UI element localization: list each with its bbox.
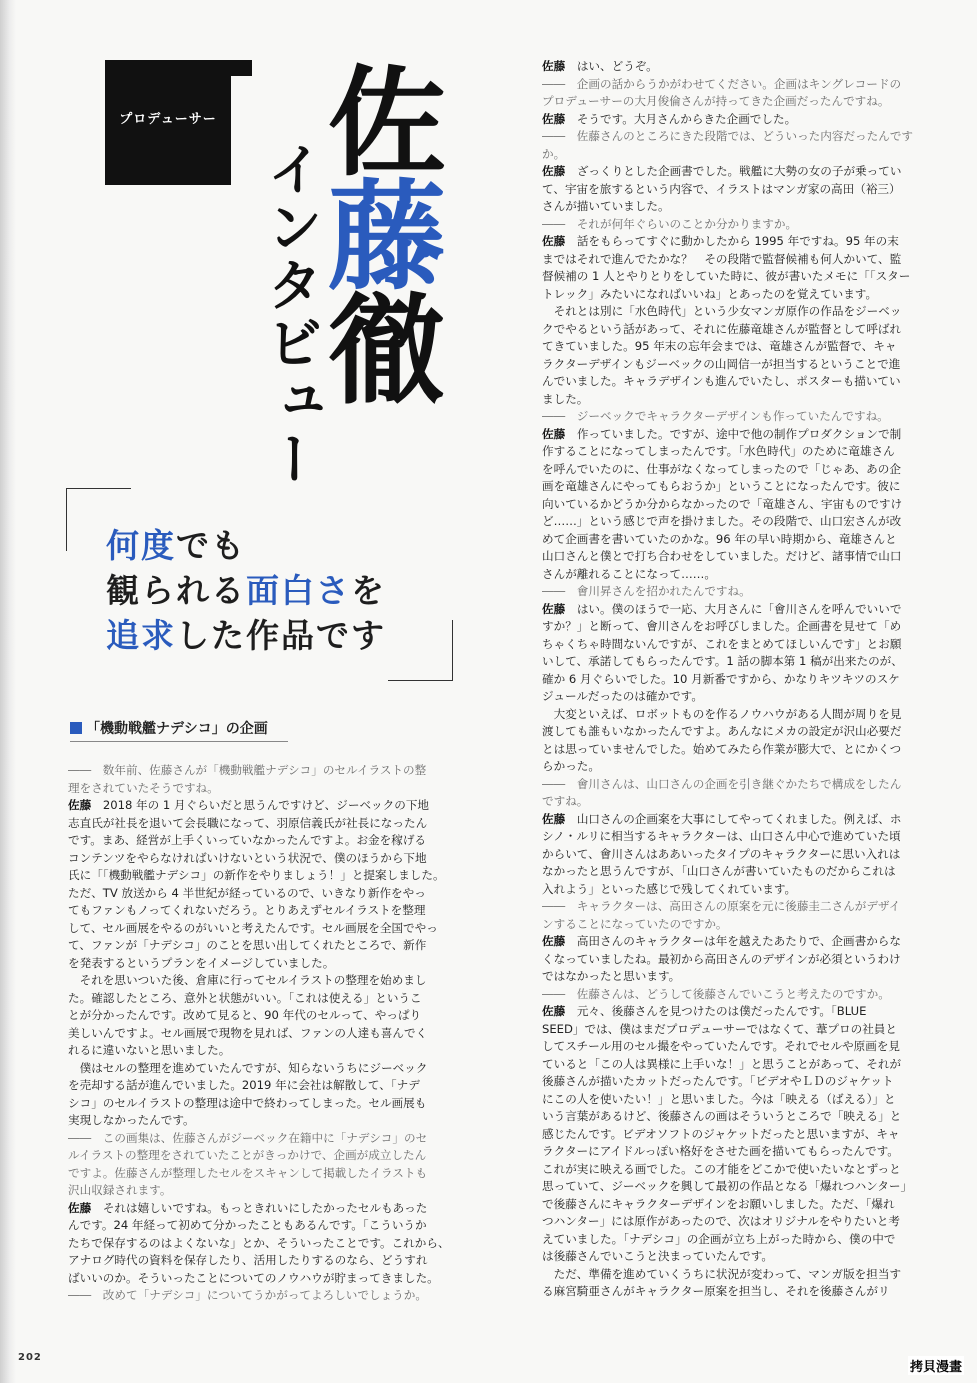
text-line <box>542 1178 934 1196</box>
line-text: ですよ。佐藤さんが整理したセルをスキャンして掲載したイラストも <box>68 1165 428 1180</box>
text-line <box>542 846 934 864</box>
line-text: です。まあ、経営が上手くいっていなかったんですよ。お金を稼げる <box>68 833 427 847</box>
text-line <box>542 1248 934 1266</box>
speaker-name: 佐藤 <box>68 798 92 812</box>
line-text: てもファンもノってくれないだろう。とりあえずセルイラストを整理 <box>68 903 426 917</box>
text-line <box>542 968 934 986</box>
text-line <box>542 986 934 1004</box>
speaker-name: 佐藤 <box>542 426 566 441</box>
text-line <box>68 990 458 1008</box>
text-line <box>68 1287 458 1305</box>
line-text: た。確認したところ、意外と状態がいい。「これは使える」というこ <box>68 990 422 1005</box>
speaker-name: 佐藤 <box>542 164 566 178</box>
role-box-tab <box>190 60 252 76</box>
line-text: シコ」のセルイラストの整理は途中で終わってしまった。セル画展も <box>68 1095 427 1110</box>
line-text: ―― 数年前、佐藤さんが「機動戦艦ナデシコ」のセルイラストの整 <box>68 763 427 777</box>
text-line <box>542 111 934 129</box>
line-text: プロデューサーの大月俊倫さんが持ってきた企画だったんですね。 <box>542 94 890 108</box>
text-line <box>542 898 934 916</box>
line-text: で後藤さんにキャラクターデザインをお願いしました。ただ、「爆れ <box>542 1196 895 1211</box>
text-line <box>68 902 458 920</box>
text-line <box>542 723 934 741</box>
text-line <box>542 566 934 584</box>
text-line <box>542 1283 934 1301</box>
line-text: それは嬉しいですね。もっときれいにしたかったセルもあった <box>102 1200 428 1215</box>
text-line <box>542 811 934 829</box>
text-line <box>542 828 934 846</box>
line-text: て、宇宙を旅するという内容で、イラストはマンガ家の高田（裕三） <box>542 181 901 196</box>
line-text: ラクターデザインもジーベックの山岡信一が担当するということで進 <box>542 356 901 371</box>
section-underline <box>70 741 288 742</box>
text-line <box>68 1147 458 1165</box>
text-line <box>542 321 934 339</box>
text-line <box>68 1182 458 1200</box>
line-text: 作することになってしまったんです。「水色時代」のために竜雄さん <box>542 444 895 458</box>
line-text: トレック」みたいになればいいね」とあったのを覚えています。 <box>542 286 878 301</box>
text-line <box>542 1003 934 1021</box>
text-line <box>68 1270 458 1288</box>
text-line <box>542 233 934 251</box>
text-line <box>542 933 934 951</box>
text-line <box>542 443 934 461</box>
line-text: アナログ時代の資料を保存したり、活用したりするのなら、どうすれ <box>68 1253 428 1267</box>
text-line <box>68 937 458 955</box>
line-text: を発表するというプランをイメージしていました。 <box>68 955 335 970</box>
text-line <box>542 128 934 146</box>
text-line <box>542 251 934 269</box>
line-text: えていました。「ナデシコ」の企画が立ち上がった時から、僕の中で <box>542 1231 896 1246</box>
text-line <box>68 885 458 903</box>
line-text: 山口さんと僕とで打ち合わせをしていました。だけど、諸事情で山口 <box>542 549 902 563</box>
text-line <box>542 1196 934 1214</box>
text-line <box>542 268 934 286</box>
text-line <box>542 163 934 181</box>
line-text: 高田さんのキャラクターは年を越えたあたりで、企画書からな <box>576 934 901 948</box>
line-text: 大変といえば、ロボットものを作るノウハウがある人間が周りを見 <box>542 706 902 721</box>
text-line <box>68 1200 458 1218</box>
left-text-column <box>68 762 458 1305</box>
text-line <box>68 1095 458 1113</box>
name-char-1: 佐 <box>308 60 446 174</box>
page-number: 202 <box>18 1352 42 1363</box>
line-text: なかったと思うんですが、「山口さんが書いていたものだからこれは <box>542 864 896 878</box>
line-text: くなっていましたね。最初から高田さんのデザインが必須というわけ <box>542 951 901 966</box>
binding-edge <box>0 0 16 1383</box>
text-line <box>542 636 934 654</box>
text-line <box>542 198 934 216</box>
right-text-column <box>542 58 934 1301</box>
text-line <box>542 758 934 776</box>
line-text: 渡しても誰もいなかったんですよ。あんなにメカの設定が沢山必要だ <box>542 724 902 738</box>
line-text: それとは別に「水色時代」という少女マンガ原作の作品をジーベッ <box>542 304 902 318</box>
text-line <box>68 1235 458 1253</box>
line-text: てきていました。95 年末の忘年会までは、竜雄さんが監督で、キャ <box>542 339 897 353</box>
line-text: まではそれで進んでたかな？ その段階で監督候補も何人かいて、監 <box>542 251 902 266</box>
line-text: ジュールだったのは確かです。 <box>542 689 703 703</box>
line-text: 感じたんです。ビデオソフトのジャケットだったと思いますが、キャ <box>542 1126 900 1141</box>
text-line <box>542 583 934 601</box>
line-text: してスチール用のセル撮をやっていたんです。それでセルや原画を見 <box>542 1039 901 1053</box>
text-line <box>68 1025 458 1043</box>
speaker-name: 佐藤 <box>542 934 566 948</box>
line-text: を呼んでいたのに、仕事がなくなってしまったので「じゃあ、あの企 <box>542 461 901 476</box>
line-text: ただ、準備を進めていくうちに状況が変わって、マンガ版を担当す <box>542 1266 902 1281</box>
text-line <box>542 1213 934 1231</box>
line-text: 山口さんの企画案を大事にしてやってくれました。例えば、ホ <box>576 811 902 826</box>
line-text: 話をもらってすぐに動かしたから 1995 年ですね。95 年の末 <box>576 234 899 248</box>
line-text: 作っていました。ですが、途中で他の制作プロダクションで制 <box>576 426 902 441</box>
line-text: 僕はセルの整理を進めていたんですが、知らないうちにジーベック <box>68 1060 428 1075</box>
section-square-icon <box>70 722 82 734</box>
catch-line-2: 観られる面白さを <box>106 571 386 610</box>
line-text: 氏に「「機動戦艦ナデシコ」の新作をやりましょう！」と提案しました。 <box>68 868 445 882</box>
text-line <box>542 216 934 234</box>
line-text: はい、どうぞ。 <box>576 59 658 73</box>
text-line <box>542 601 934 619</box>
line-text: ―― 佐藤さんは、どうして後藤さんでいこうと考えたのですか。 <box>542 986 890 1001</box>
line-text: ルイラストの整理をされていたことがきっかけで、企画が成立したん <box>68 1148 427 1162</box>
line-text: シノ・ルリに相当するキャラクターは、山口さん中心で進めていた頃 <box>542 829 901 843</box>
text-line <box>542 916 934 934</box>
line-text: んです。24 年経って初めて分かったこともあるんです。「こういうか <box>68 1218 427 1232</box>
text-line <box>542 1126 934 1144</box>
line-text: ただ、TV 放送から 4 半世紀が経っているので、いきなり新作をやっ <box>68 885 426 900</box>
text-line <box>542 951 934 969</box>
interview-title: インタビュー <box>258 140 323 488</box>
line-text: らかった。 <box>542 759 600 773</box>
text-line <box>542 548 934 566</box>
text-line <box>542 426 934 444</box>
line-text: ました。 <box>542 391 589 406</box>
text-line <box>542 618 934 636</box>
speaker-name: 佐藤 <box>542 601 566 616</box>
section-title: 「機動戦艦ナデシコ」の企画 <box>86 721 268 737</box>
line-text: 確か 6 月ぐらいでした。10 月新番ですから、かなりキツキツのスケ <box>542 671 900 686</box>
line-text: からいて、會川さんはああいったタイプのキャラクターに思い入れは <box>542 846 901 861</box>
text-line <box>68 920 458 938</box>
catch-line-3: 追求した作品です <box>106 616 386 655</box>
text-line <box>542 688 934 706</box>
line-text: ―― それが何年ぐらいのことか分かりますか。 <box>542 216 798 231</box>
line-text: ―― 佐藤さんのところにきた段階では、どういった内容だったんです <box>542 129 914 143</box>
line-text: ―― この画集は、佐藤さんがジーベック在籍中に「ナデシコ」のセ <box>68 1130 428 1145</box>
text-line <box>68 1165 458 1183</box>
text-line <box>542 1021 934 1039</box>
line-text: SEED」では、僕はまだプロデューサーではなくて、葦プロの社員と <box>542 1021 897 1036</box>
line-text: て、ファンが「ナデシコ」のことを思い出してくれたところで、新作 <box>68 938 427 952</box>
text-line <box>68 850 458 868</box>
line-text: 後藤さんが描いたカットだったんです。「ビデオやＬＤのジャケット <box>542 1074 894 1088</box>
text-line <box>542 531 934 549</box>
text-line <box>68 1112 458 1130</box>
text-line <box>542 181 934 199</box>
text-line <box>68 1042 458 1060</box>
watermark: 拷貝漫畫 <box>908 1356 964 1375</box>
line-text: クでやるという話があって、それに佐藤竜雄さんが監督として呼ばれ <box>542 321 902 336</box>
text-line <box>68 815 458 833</box>
line-text: にこの人を使いたい！」と思いました。今は「映える（ばえる）」と <box>542 1091 896 1106</box>
line-text: して、セル画展をやるのがいいと考えたんです。セル画展を全国でやっ <box>68 920 438 935</box>
text-line <box>542 1038 934 1056</box>
line-text: ラクターにアイドルっぽい格好をさせた画を描いてもらったんです。 <box>542 1144 899 1158</box>
line-text: とは思っていませんでした。始めてみたら作業が膨大で、とにかくつ <box>542 741 902 756</box>
text-line <box>68 1007 458 1025</box>
line-text: は後藤さんでいこうと決まっていたんです。 <box>542 1249 773 1263</box>
text-line <box>542 1143 934 1161</box>
line-text: 2018 年の 1 月ぐらいだと思うんですけど、ジーベックの下地 <box>102 798 430 812</box>
line-text: はい。僕のほうで一応、大月さんに「會川さんを呼んでいいで <box>576 601 902 616</box>
text-line <box>68 832 458 850</box>
speaker-name: 佐藤 <box>542 811 566 826</box>
text-line <box>542 1056 934 1074</box>
text-line <box>542 286 934 304</box>
line-text: いして、承諾してもらったんです。1 話の脚本第 1 稿が出来たのが、 <box>542 654 903 668</box>
text-line <box>542 478 934 496</box>
line-text: ざっくりとした企画書でした。戦艦に大勢の女の子が乗ってい <box>576 164 902 178</box>
text-line <box>68 1252 458 1270</box>
speaker-name: 佐藤 <box>68 1200 92 1215</box>
line-text: ンすることになっていたのですか。 <box>542 916 728 931</box>
line-text: とが分かったんです。改めて見ると、90 年代のセルって、やっぱり <box>68 1008 422 1022</box>
line-text: ―― キャラクターは、高田さんの原案を元に後藤圭二さんがデザイ <box>542 899 901 913</box>
line-text: たちで保存するのはよくないな」とか、そういったことです。これから、 <box>68 1235 450 1250</box>
line-text: そうです。大月さんからきた企画でした。 <box>576 111 797 126</box>
catch-line-1: 何度でも <box>106 526 246 565</box>
speaker-name: 佐藤 <box>542 234 566 248</box>
text-line <box>542 513 934 531</box>
line-text: ていると「この人は異様に上手いな！」と思うことがあって、それが <box>542 1056 902 1071</box>
line-text: めて企画書を書いていたのかな。96 年の早い時期から、竜雄さんと <box>542 531 897 546</box>
line-text: ではなかったと思います。 <box>542 969 681 983</box>
line-text: それを思いついた後、倉庫に行ってセルイラストの整理を始めまし <box>68 973 427 987</box>
line-text: ばいいのか。そういったことについてのノウハウが貯まってきました。 <box>68 1270 439 1285</box>
line-text: つハンター」には原作があったので、次はオリジナルをやりたいと考 <box>542 1214 901 1228</box>
text-line <box>542 1108 934 1126</box>
speaker-name: 佐藤 <box>542 59 566 73</box>
text-line <box>542 496 934 514</box>
line-text: ちゃくちゃ時間ないんですが、これをまとめてほしいんです」とお願 <box>542 636 902 651</box>
text-line <box>542 1266 934 1284</box>
line-text: さんが離れることになって……。 <box>542 566 716 581</box>
text-line <box>68 780 458 798</box>
line-text: これが実に映える画でした。この才能をどこかで使いたいなとずっと <box>542 1161 901 1176</box>
line-text: 向いているかどうか分からなかったので「竜雄さん、宇宙ものですけ <box>542 496 903 511</box>
text-line <box>542 338 934 356</box>
text-line <box>542 1073 934 1091</box>
text-line <box>542 76 934 94</box>
text-line <box>542 776 934 794</box>
line-text: る麻宮騎亜さんがキャラクター原案を担当し、それを後藤さんがリ <box>542 1284 890 1298</box>
line-text: れるに違いないと思いました。 <box>68 1043 231 1057</box>
line-text: コンテンツをやらなければいけないという状況で、僕のほうから下地 <box>68 850 427 865</box>
text-line <box>542 653 934 671</box>
line-text: 入れよう」といった感じで残してくれています。 <box>542 881 797 896</box>
role-label: プロデューサー <box>119 112 217 127</box>
line-text: か。 <box>542 146 566 161</box>
line-text: を売却する話が進んでいました。2019 年に会社は解散して、「ナデ <box>68 1078 420 1092</box>
text-line <box>542 881 934 899</box>
name-char-2: 藤 <box>308 174 446 288</box>
text-line <box>542 58 934 76</box>
speaker-name: 佐藤 <box>542 1004 566 1018</box>
name-char-3: 徹 <box>308 288 446 402</box>
line-text: 督候補の 1 人とやりとりをしていた時に、彼が書いたメモに「「スター <box>542 269 911 283</box>
line-text: ―― 會川さんは、山口さんの企画を引き継ぐかたちで構成をしたん <box>542 776 902 791</box>
line-text: 画を竜雄さんにやってもらおうか」ということになったんです。彼に <box>542 479 901 493</box>
line-text: んでいました。キャラデザインも進んでいたし、ポスターも描いてい <box>542 374 901 388</box>
text-line <box>68 1077 458 1095</box>
speaker-name: 佐藤 <box>542 111 566 126</box>
quote-bracket-close <box>388 620 453 681</box>
text-line <box>542 1231 934 1249</box>
line-text: 志直氏が社長を退いて会長職になって、羽原信義氏が社長になったん <box>68 815 428 830</box>
text-line <box>542 93 934 111</box>
text-line <box>542 863 934 881</box>
line-text: 美しいんですよ。セル画展で現物を見れば、ファンの人達も喜んでく <box>68 1025 428 1040</box>
text-line <box>68 972 458 990</box>
text-line <box>68 797 458 815</box>
line-text: ―― 改めて「ナデシコ」についてうかがってよろしいでしょうか。 <box>68 1288 427 1302</box>
interviewee-name <box>308 60 446 402</box>
line-text: 思っていて、ジーベックを興して最初の作品となる「爆れつハンター」 <box>542 1179 913 1193</box>
line-text: ―― 會川昇さんを招かれたんですね。 <box>542 584 751 598</box>
text-line <box>542 1091 934 1109</box>
text-line <box>542 461 934 479</box>
text-line <box>542 741 934 759</box>
text-line <box>68 762 458 780</box>
text-line <box>542 373 934 391</box>
text-line <box>542 356 934 374</box>
text-line <box>68 1130 458 1148</box>
line-text: ―― ジーベックでキャラクターデザインも作っていたんですね。 <box>542 409 889 423</box>
line-text: すか？」と断って、會川さんをお呼びしました。企画書を見せて「め <box>542 619 902 633</box>
text-line <box>542 391 934 409</box>
text-line <box>542 146 934 164</box>
line-text: 実現しなかったんです。 <box>68 1113 195 1127</box>
line-text: ど……」という感じで声を掛けました。その段階で、山口宏さんが改 <box>542 514 902 528</box>
line-text: いう言葉があるけど、後藤さんの画はそういうところで「映える」と <box>542 1109 902 1123</box>
text-line <box>68 1217 458 1235</box>
text-line <box>542 408 934 426</box>
line-text: 元々、後藤さんを見つけたのは僕だったんです。「BLUE <box>576 1004 867 1018</box>
line-text: さんが描いていました。 <box>542 199 670 213</box>
line-text: ですね。 <box>542 794 589 808</box>
line-text: 沢山収録されます。 <box>68 1183 172 1197</box>
text-line <box>542 1161 934 1179</box>
text-line <box>68 1060 458 1078</box>
text-line <box>68 867 458 885</box>
text-line <box>542 303 934 321</box>
text-line <box>542 793 934 811</box>
text-line <box>542 671 934 689</box>
text-line <box>68 955 458 973</box>
text-line <box>542 706 934 724</box>
line-text: 理をされていたそうですね。 <box>68 780 219 795</box>
line-text: ―― 企画の話からうかがわせてください。企画はキングレコードの <box>542 76 902 91</box>
